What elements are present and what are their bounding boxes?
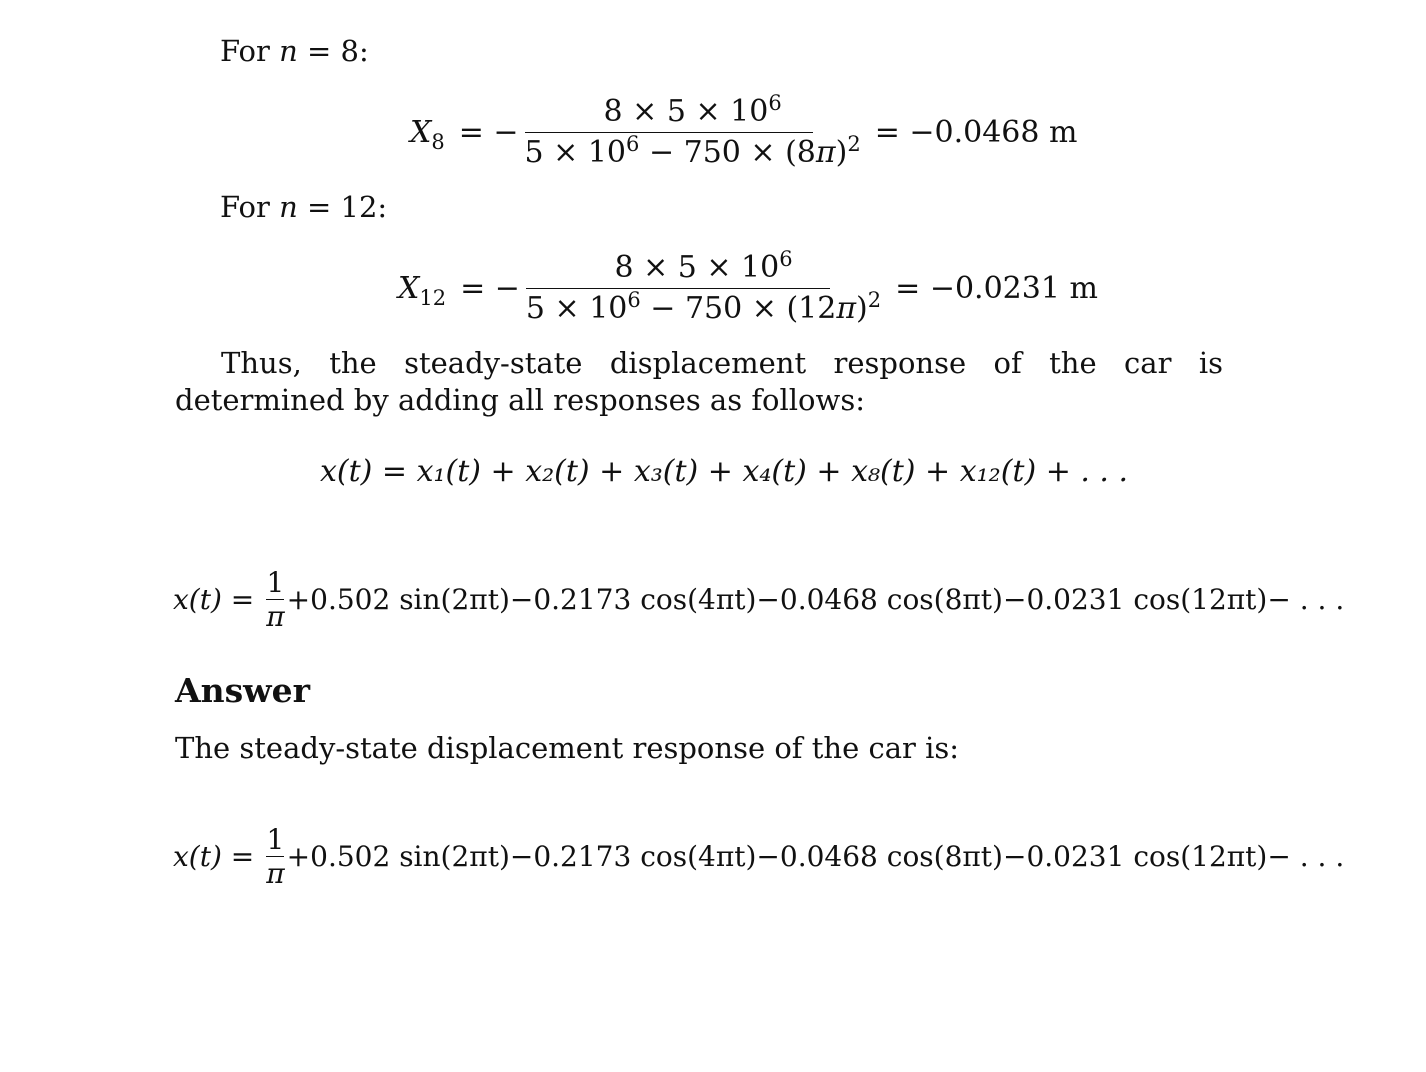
explanation-paragraph: Thus, the steady-state displacement response of the car is determined by adding all responses as follows:: [175, 346, 1223, 417]
case-value: = 12:: [306, 190, 388, 224]
one-over-pi: [266, 566, 284, 633]
numerator: $8 \times 5 \times 10^6$: [603, 91, 782, 129]
sum-term: x₁₂(t) + . . .: [959, 454, 1129, 489]
sum-term: x₄(t) +: [742, 454, 852, 489]
one-over-pi: [266, 823, 284, 890]
series-terms: +0.502 sin(2πt)−0.2173 cos(4πt)−0.0468 cos(8πt)−0.0231 cos(12πt)− . . .: [286, 840, 1345, 873]
case-8-label: [220, 34, 369, 68]
fraction-numerator: 1: [266, 823, 285, 856]
lhs-x12: $X_{12}$: [398, 270, 447, 310]
case-12-label: [220, 190, 387, 224]
sum-term: x₃(t) +: [633, 454, 743, 489]
sum-lhs: x(t) =: [320, 454, 417, 489]
fraction-x12: [525, 247, 882, 326]
case-variable: n: [279, 190, 298, 224]
series-lhs: x(t) =: [173, 583, 255, 616]
case-label-text: For: [220, 190, 270, 224]
answer-heading: Answer: [175, 671, 310, 710]
sum-term: x₈(t) +: [851, 454, 960, 489]
series-lhs: x(t) =: [173, 840, 255, 873]
denominator: $5 \times 10^6 - 750 \times (12\pi)^2$: [525, 288, 882, 326]
series-equation: [173, 566, 1344, 633]
answer-series-equation: [173, 823, 1344, 890]
sum-equation: [320, 454, 1128, 489]
fraction-x8: [524, 91, 861, 170]
case-variable: n: [279, 34, 298, 68]
equals-minus: = −: [460, 270, 520, 306]
denominator: $5 \times 10^6 - 750 \times (8\pi)^2$: [524, 132, 861, 170]
sum-term: x₂(t) +: [525, 454, 634, 489]
case-value: = 8:: [306, 34, 369, 68]
result-x8: = −0.0468 m: [874, 114, 1078, 150]
result-x12: = −0.0231 m: [895, 270, 1098, 306]
equals-minus: = −: [458, 114, 519, 150]
fraction-denominator: π: [266, 857, 285, 890]
numerator: $8 \times 5 \times 10^6$: [614, 247, 793, 285]
fraction-denominator: π: [266, 600, 285, 633]
answer-text: The steady-state displacement response of the car is:: [175, 731, 959, 765]
equation-x8: [410, 91, 1078, 170]
equation-x12: [398, 247, 1098, 326]
fraction-numerator: 1: [266, 566, 285, 599]
series-terms: +0.502 sin(2πt)−0.2173 cos(4πt)−0.0468 cos(8πt)−0.0231 cos(12πt)− . . .: [286, 583, 1345, 616]
lhs-x8: $X_8$: [410, 114, 445, 154]
sum-term: x₁(t) +: [416, 454, 526, 489]
case-label-text: For: [220, 34, 270, 68]
